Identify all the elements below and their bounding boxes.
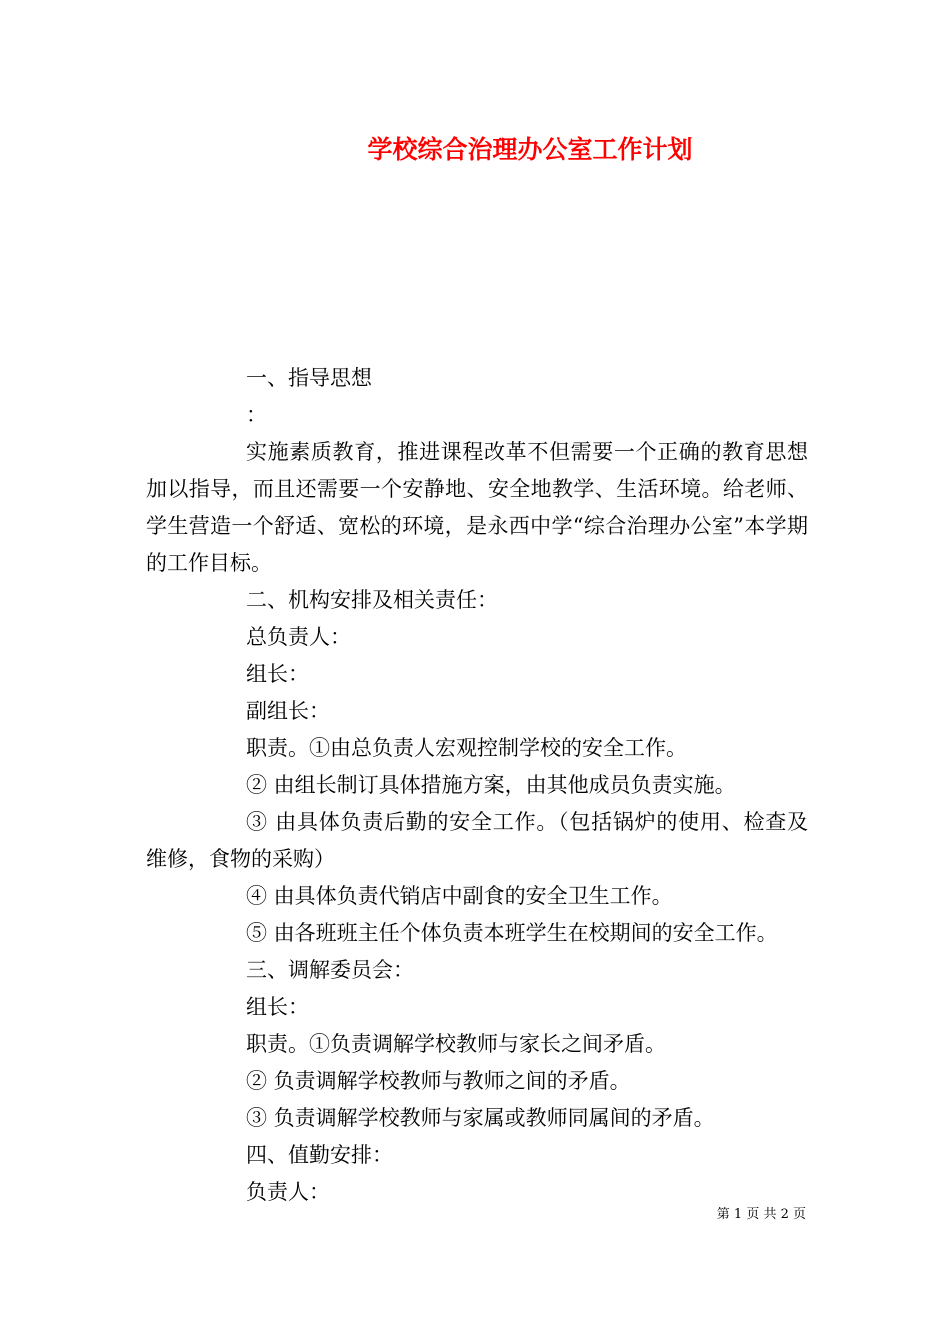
guiding-idea-paragraph: 实施素质教育，推进课程改革不但需要一个正确的教育思想加以指导，而且还需要一个安静地、安全地教学、生活环境。给老师、学生营造一个舒适、宽松的环境，是永西中学“综合治理办公室”本学期的工作目标。 [146, 440, 808, 575]
section-heading-guiding-idea: 一、指导思想 [246, 366, 372, 390]
section-heading-duty-schedule: 四、值勤安排： [246, 1143, 393, 1167]
duty-item-1: 职责。①由总负责人宏观控制学校的安全工作。 [246, 736, 687, 760]
mediation-duty-1: 职责。①负责调解学校教师与家长之间矛盾。 [246, 1032, 666, 1056]
mediation-leader-line: 组长： [246, 995, 309, 1019]
duty-person-line: 负责人： [246, 1180, 330, 1204]
section-heading-mediation: 三、调解委员会： [246, 958, 414, 982]
mediation-duty-3: ③ 负责调解学校教师与家属或教师同属间的矛盾。 [246, 1106, 715, 1130]
colon-line: ： [246, 403, 267, 427]
duty-item-5: ⑤ 由各班班主任个体负责本班学生在校期间的安全工作。 [246, 921, 778, 945]
section-heading-organization: 二、机构安排及相关责任： [246, 588, 498, 612]
mediation-duty-2: ② 负责调解学校教师与教师之间的矛盾。 [246, 1069, 631, 1093]
chief-line: 总负责人： [246, 625, 351, 649]
duty-item-4: ④ 由具体负责代销店中副食的安全卫生工作。 [246, 884, 673, 908]
duty-item-3: ③ 由具体负责后勤的安全工作。（包括锅炉的使用、检查及维修，食物的采购） [146, 810, 808, 871]
document-body [146, 360, 808, 1211]
document-title: 学校综合治理办公室工作计划 [367, 135, 693, 164]
deputy-leader-line: 副组长： [246, 699, 330, 723]
duty-item-2: ② 由组长制订具体措施方案，由其他成员负责实施。 [246, 773, 736, 797]
leader-line: 组长： [246, 662, 309, 686]
page-number-footer: 第 1 页 共 2 页 [716, 1207, 806, 1222]
